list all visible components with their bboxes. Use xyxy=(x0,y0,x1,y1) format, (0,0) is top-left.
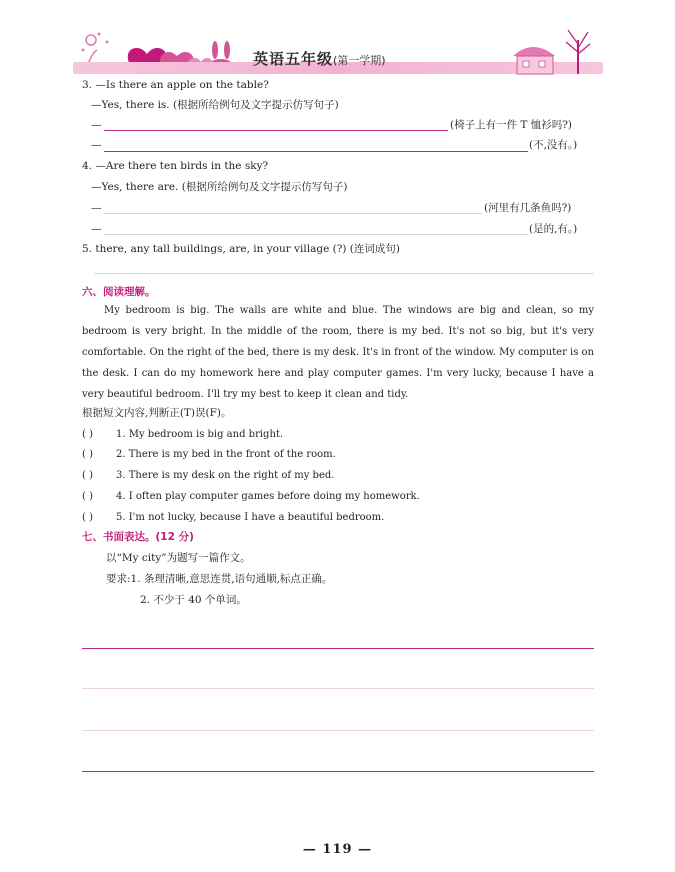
q4-prompt: 4. —Are there ten birds in the sky? xyxy=(82,160,269,172)
tf-item-4: ( ) 4. I often play computer games before doing my homework. xyxy=(82,491,420,502)
book-title: 英语五年级(第一学期) xyxy=(253,50,386,68)
page-number: — 119 — xyxy=(302,842,373,857)
q4-dash-1: — xyxy=(91,202,102,214)
reading-instruction: 根据短文内容,判断正(T)误(F)。 xyxy=(82,407,232,419)
answer-paren[interactable]: ( ) xyxy=(82,491,93,502)
q3-answer-line-1[interactable] xyxy=(104,130,448,131)
tf-item-1: ( ) 1. My bedroom is big and bright. xyxy=(82,429,284,440)
tf-item-2: ( ) 2. There is my bed in the front of the room. xyxy=(82,449,336,460)
q3-example: —Yes, there is. (根据所给例句及文字提示仿写句子) xyxy=(91,99,339,111)
q5-answer-line[interactable] xyxy=(94,273,594,274)
page-header xyxy=(73,22,603,78)
answer-paren[interactable]: ( ) xyxy=(82,449,93,460)
writing-line-2[interactable] xyxy=(82,688,594,689)
q3-dash-2: — xyxy=(91,139,102,151)
q4-example: —Yes, there are. (根据所给例句及文字提示仿写句子) xyxy=(91,181,348,193)
q3-dash-1: — xyxy=(91,119,102,131)
tf-item-5: ( ) 5. I'm not lucky, because I have a beautiful bedroom. xyxy=(82,512,385,523)
q3-hint-2: (不,没有。) xyxy=(529,139,578,151)
tf-item-3: ( ) 3. There is my desk on the right of my bed. xyxy=(82,470,335,481)
q4-hint-2: (是的,有。) xyxy=(529,223,578,235)
writing-line-3[interactable] xyxy=(82,730,594,731)
q4-answer-line-1[interactable] xyxy=(104,213,482,214)
q4-dash-2: — xyxy=(91,223,102,235)
answer-paren[interactable]: ( ) xyxy=(82,429,93,440)
answer-paren[interactable]: ( ) xyxy=(82,512,93,523)
writing-section-title: 七、书面表达。(12 分) xyxy=(82,531,194,543)
q3-answer-line-2[interactable] xyxy=(104,151,528,152)
writing-requirement-2: 2. 不少于 40 个单词。 xyxy=(140,594,247,606)
q3-hint-1: (椅子上有一件 T 恤衫吗?) xyxy=(450,119,573,131)
answer-paren[interactable]: ( ) xyxy=(82,470,93,481)
q4-answer-line-2[interactable] xyxy=(104,234,528,235)
q4-hint-1: (河里有几条鱼吗?) xyxy=(484,202,572,214)
reading-section-title: 六、阅读理解。 xyxy=(82,286,156,298)
writing-requirement-1: 要求:1. 条理清晰,意思连贯,语句通顺,标点正确。 xyxy=(106,573,333,585)
writing-prompt: 以“My city”为题写一篇作文。 xyxy=(106,552,251,564)
tree-decoration-icon xyxy=(558,22,598,76)
q5-prompt: 5. there, any tall buildings, are, in your village (?) (连词成句) xyxy=(82,243,401,255)
writing-line-1[interactable] xyxy=(82,648,594,649)
reading-passage: My bedroom is big. The walls are white and blue. The windows are big and clean, so my bedroom is very bright. In the middle of the room, there is my bed. It's not so big, but it's very comfortable. On the right of the bed, there is my desk. It's in front of the window. My computer is on the desk. I can do my homework here and play computer games. I'm very lucky, because I have a very beautiful bedroom. I'll try my best to keep it clean and tidy. xyxy=(82,305,594,400)
q3-prompt: 3. —Is there an apple on the table? xyxy=(82,79,269,91)
writing-line-4[interactable] xyxy=(82,771,594,772)
